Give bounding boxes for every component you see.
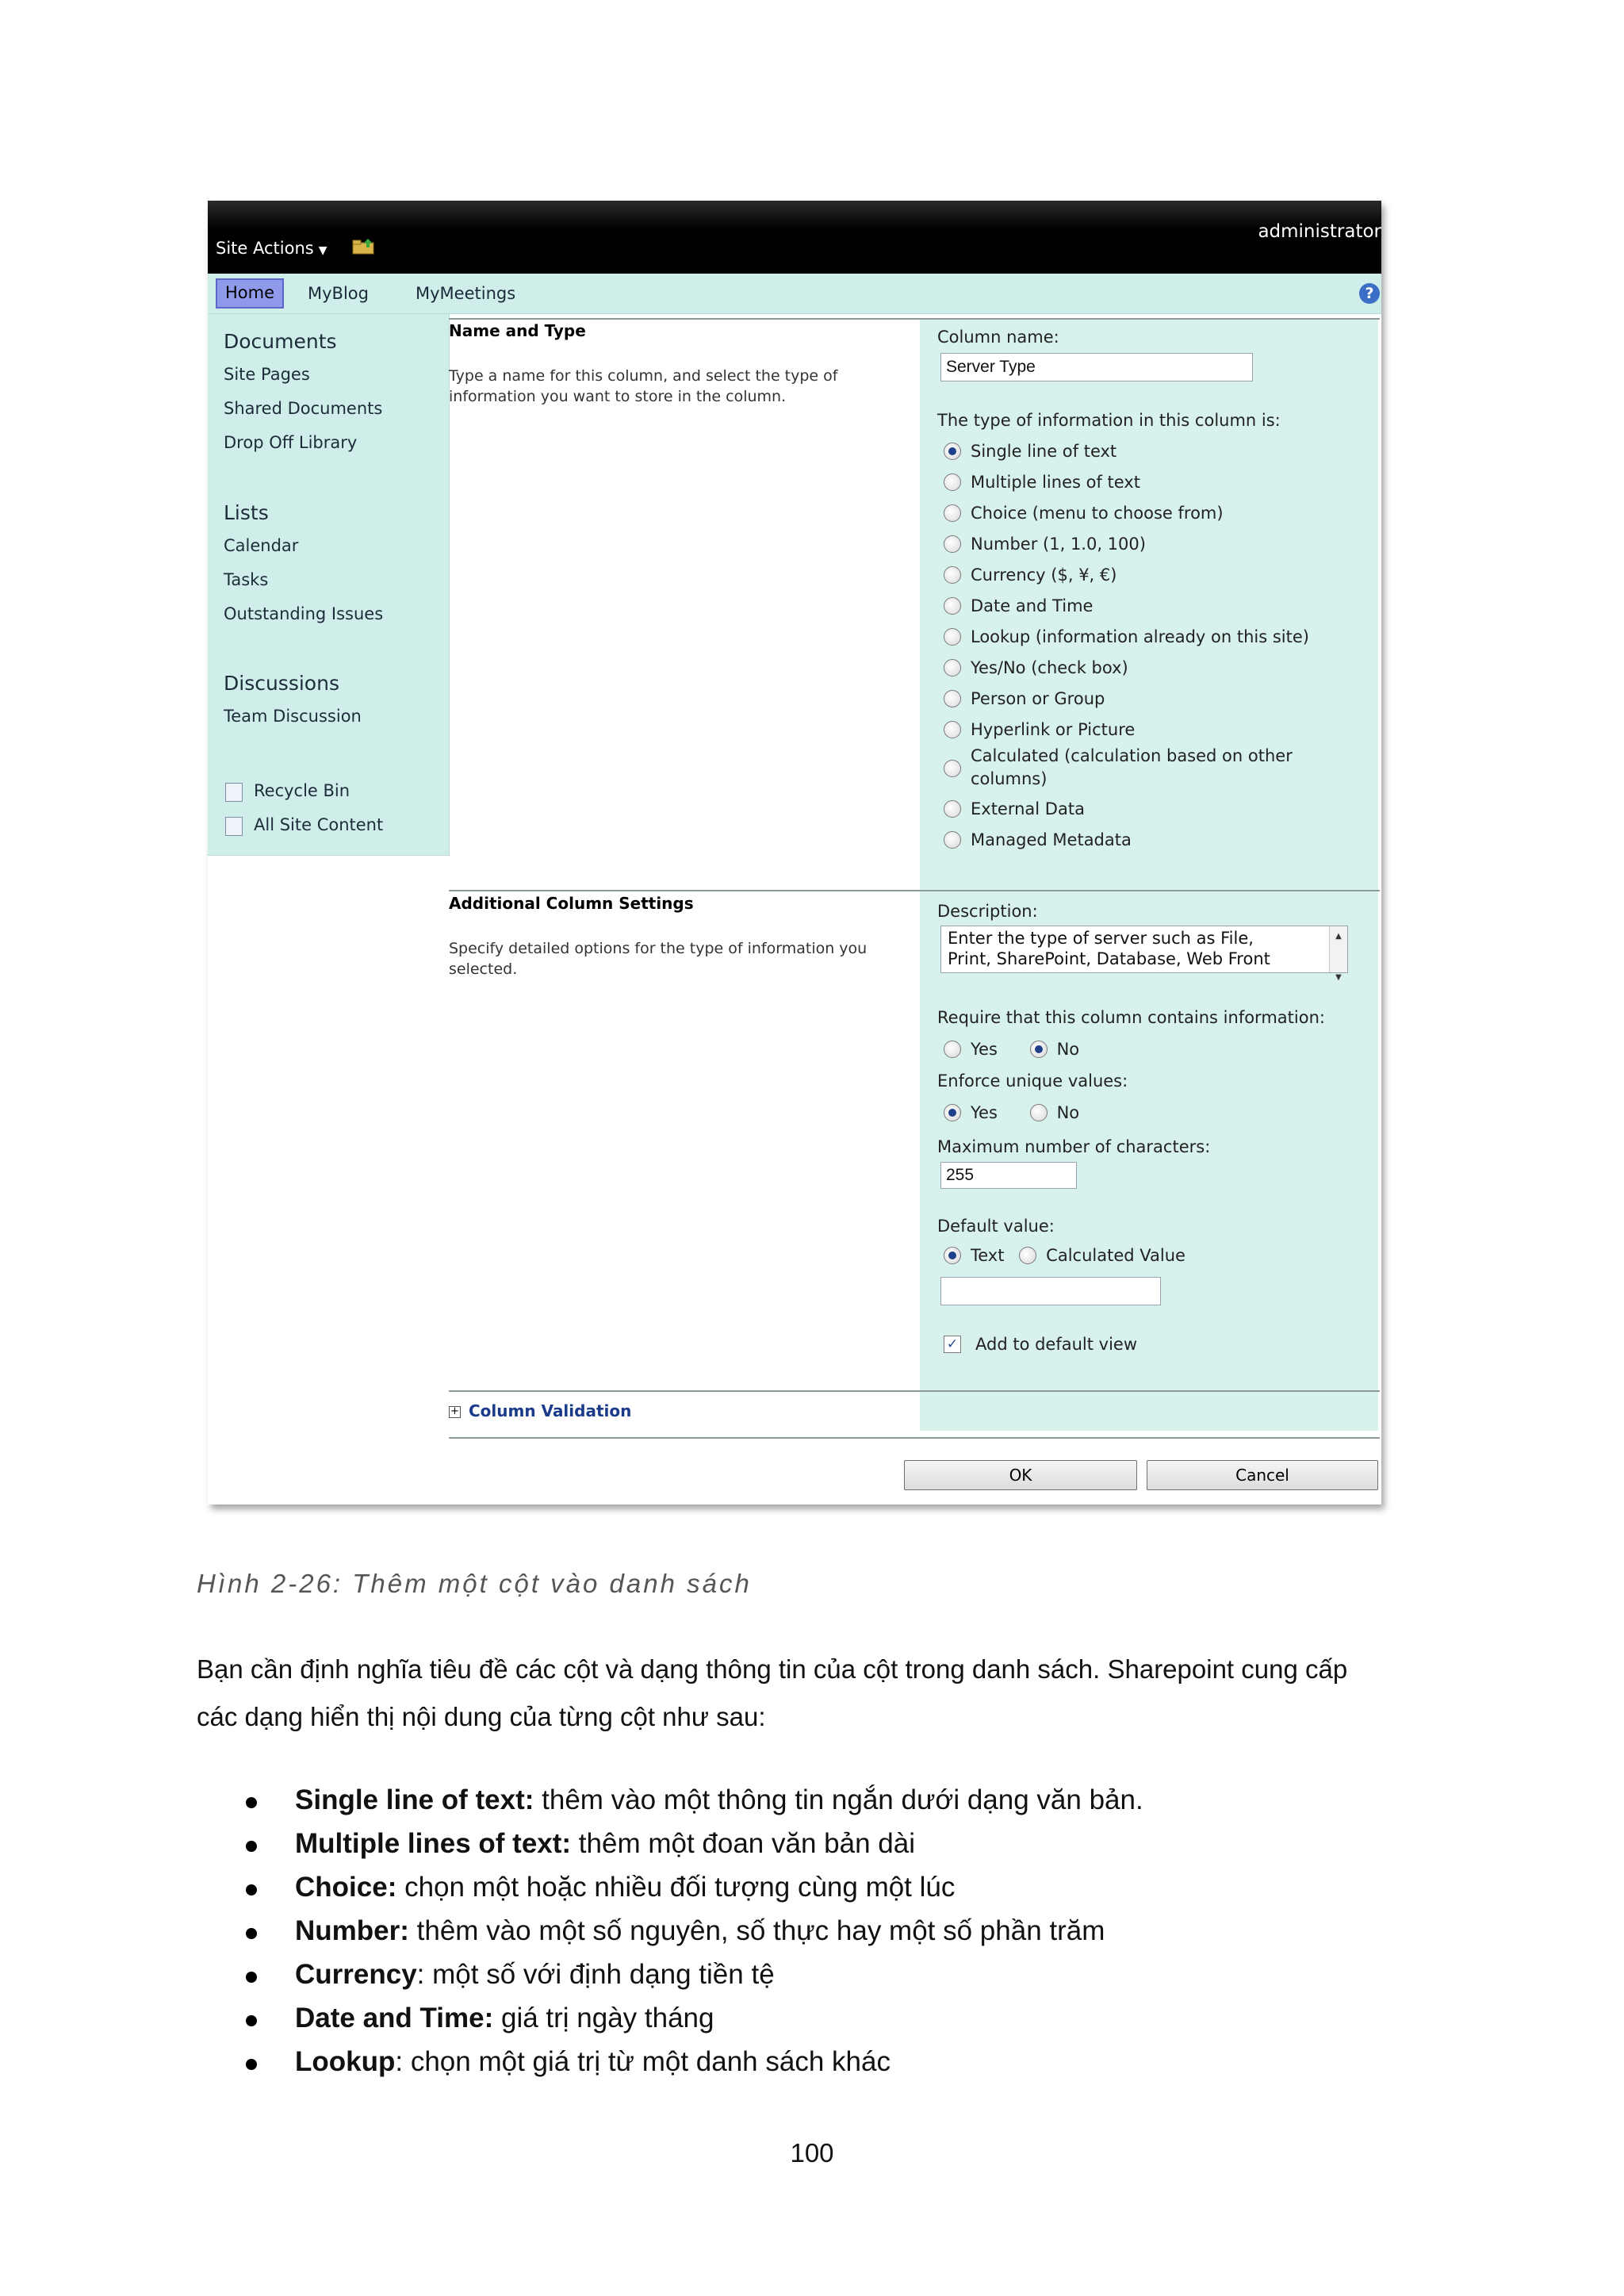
expand-icon: + [449,1406,461,1418]
bullet-dot [246,2015,257,2026]
bullet-dot [246,1884,257,1895]
default-text-radio[interactable] [944,1247,961,1264]
nav-item-calendar[interactable]: Calendar [224,536,299,555]
type-option-multiple-lines[interactable]: Multiple lines of text [944,472,1140,493]
radio[interactable] [944,760,961,777]
radio[interactable] [944,566,961,584]
figure-caption: Hình 2-26: Thêm một cột vào danh sách [197,1569,752,1598]
help-icon[interactable]: ? [1359,283,1380,304]
section-divider [449,1390,1380,1392]
paragraph-line-1: Bạn cần định nghĩa tiêu đề các cột và dạng thông tin của cột trong danh sách. Sharepoint cung cấp [197,1654,1348,1684]
nav-heading-discussions[interactable]: Discussions [224,672,339,695]
column-name-input[interactable] [940,353,1253,381]
navigate-up-icon[interactable] [352,237,376,255]
enforce-label: Enforce unique values: [937,1071,1128,1091]
enforce-yes-radio[interactable] [944,1104,961,1121]
page-number: 100 [790,2138,834,2168]
require-options: Yes No [944,1039,1079,1060]
default-calculated-radio[interactable] [1019,1247,1036,1264]
quick-launch [208,314,450,856]
nav-heading-documents[interactable]: Documents [224,330,337,353]
radio-selected[interactable] [944,443,961,460]
description-line-2: Print, SharePoint, Database, Web Front [948,949,1270,968]
calculated-label: Calculated (calculation based on other [971,746,1293,765]
radio[interactable] [944,800,961,818]
site-actions-label: Site Actions [216,239,314,258]
max-chars-label: Maximum number of characters: [937,1137,1211,1156]
tab-myblog[interactable]: MyBlog [308,284,369,303]
site-actions-menu[interactable] [216,239,327,258]
bullet-dot [246,1797,257,1808]
nav-item-team-discussion[interactable]: Team Discussion [224,707,362,726]
user-name[interactable]: administrator [1258,221,1381,242]
top-navigation [208,274,1381,314]
section-divider [449,318,1380,320]
section-divider [449,1437,1380,1439]
column-validation-label: Column Validation [469,1401,632,1420]
type-option-single-line[interactable]: Single line of text [944,441,1116,462]
radio[interactable] [944,690,961,707]
site-content-icon [225,817,243,836]
type-option-choice[interactable]: Choice (menu to choose from) [944,503,1224,523]
tab-mymeetings[interactable]: MyMeetings [416,284,516,303]
type-label: The type of information in this column is: [937,411,1281,430]
default-value-options: Text Calculated Value [944,1245,1185,1266]
type-option-yes-no[interactable]: Yes/No (check box) [944,657,1128,678]
radio[interactable] [944,597,961,615]
default-value-input[interactable] [940,1277,1161,1305]
ribbon-bar [208,201,1381,274]
bullet-dot [246,1841,257,1852]
tab-home[interactable]: Home [216,278,284,309]
nav-item-site-pages[interactable]: Site Pages [224,365,310,384]
type-option-managed-metadata[interactable]: Managed Metadata [944,830,1132,850]
type-option-date-time[interactable]: Date and Time [944,596,1093,616]
nav-item-all-site-content[interactable]: All Site Content [254,815,384,834]
nav-item-outstanding-issues[interactable]: Outstanding Issues [224,604,384,623]
description-line-1: Enter the type of server such as File, [948,929,1254,948]
section-desc-name-type: Type a name for this column, and select the type of information you want to store in the column. [449,367,838,405]
nav-item-shared-documents[interactable]: Shared Documents [224,399,383,418]
sharepoint-screenshot [208,201,1381,1504]
require-yes-radio[interactable] [944,1041,961,1058]
column-validation-toggle[interactable] [449,1401,631,1420]
radio[interactable] [944,628,961,646]
scrollbar[interactable]: ▲ ▼ [1329,926,1347,972]
nav-heading-lists[interactable]: Lists [224,501,269,524]
type-option-hyperlink[interactable]: Hyperlink or Picture [944,719,1135,740]
radio[interactable] [944,831,961,849]
divider [208,855,449,856]
type-option-external-data[interactable]: External Data [944,799,1085,819]
enforce-options: Yes No [944,1102,1079,1123]
type-option-currency[interactable]: Currency ($, ¥, €) [944,565,1116,585]
default-value-label: Default value: [937,1217,1055,1236]
section-title-additional: Additional Column Settings [449,894,694,913]
type-option-person-group[interactable]: Person or Group [944,688,1105,709]
max-chars-input[interactable] [940,1162,1077,1189]
ok-button[interactable]: OK [904,1460,1137,1490]
bullet-dot [246,1972,257,1983]
recycle-bin-icon [225,783,243,802]
require-no-radio[interactable] [1030,1041,1048,1058]
checkbox-checked[interactable]: ✓ [944,1336,961,1353]
require-label: Require that this column contains information: [937,1008,1325,1027]
description-textarea[interactable] [940,926,1348,982]
nav-item-recycle-bin[interactable]: Recycle Bin [254,781,350,800]
type-option-number[interactable]: Number (1, 1.0, 100) [944,534,1146,554]
paragraph-line-2: các dạng hiển thị nội dung của từng cột như sau: [197,1702,766,1731]
radio[interactable] [944,659,961,677]
add-default-view[interactable]: ✓ Add to default view [944,1334,1137,1355]
type-option-lookup[interactable]: Lookup (information already on this site) [944,627,1309,647]
bullet-dot [246,2059,257,2070]
enforce-no-radio[interactable] [1030,1104,1048,1121]
radio[interactable] [944,504,961,522]
chevron-down-icon: ▼ [318,244,327,257]
cancel-button[interactable]: Cancel [1147,1460,1378,1490]
type-option-calculated[interactable] [944,758,961,779]
radio[interactable] [944,535,961,553]
radio[interactable] [944,473,961,491]
bullet-dot [246,1928,257,1939]
section-title-name-type: Name and Type [449,321,586,340]
section-desc-additional: Specify detailed options for the type of information you selected. [449,940,868,978]
nav-item-drop-off-library[interactable]: Drop Off Library [224,433,358,452]
calculated-label-cont: columns) [971,769,1048,788]
description-label: Description: [937,902,1038,921]
nav-item-tasks[interactable]: Tasks [224,570,269,589]
column-name-label: Column name: [937,328,1059,347]
radio[interactable] [944,721,961,738]
section-divider [449,890,1380,891]
